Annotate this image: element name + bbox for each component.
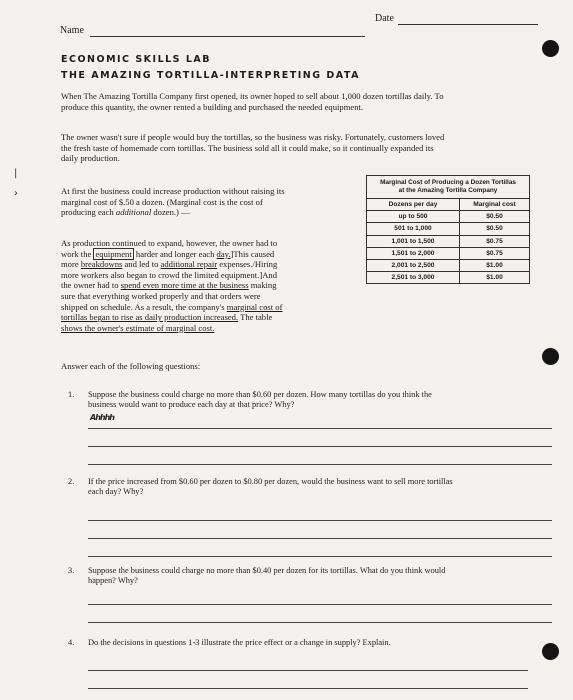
dozens-cell: 2,501 to 3,000 <box>367 272 460 284</box>
paragraph-line <box>61 259 346 270</box>
text-span: producing each <box>61 207 116 218</box>
cost-cell: $1.00 <box>460 272 530 284</box>
cost-cell: $1.00 <box>460 259 530 271</box>
dozens-cell: 1,001 to 1,500 <box>367 235 460 247</box>
text-span: shipped on schedule. As a result, the company's <box>61 301 227 312</box>
answer-line-q1[interactable] <box>88 464 552 465</box>
underlined-text: day. <box>216 248 231 259</box>
table-caption-line: at the Amazing Tortilla Company <box>398 187 498 194</box>
pencil-dash: — <box>181 207 190 218</box>
binder-hole-top <box>542 40 559 57</box>
paragraph-line: When The Amazing Tortilla Company first opened, its owner hoped to sell about 1,000 dozen tortillas daily. To <box>61 91 444 101</box>
question-number: 3. <box>68 566 75 575</box>
table-caption <box>367 176 530 199</box>
risk-paragraph <box>61 132 444 164</box>
text-span: the owner had to <box>61 280 121 291</box>
name-field-line[interactable] <box>90 36 365 37</box>
text-span: And <box>262 269 278 280</box>
dozens-cell: 1,501 to 2,000 <box>367 247 460 259</box>
paragraph-line: the fresh taste of homemade corn tortillas. The business sold all it could make, so it continually expanded its <box>61 142 434 153</box>
cost-cell: $0.50 <box>460 223 530 235</box>
paragraph-line <box>61 207 285 218</box>
cost-cell: $0.50 <box>460 211 530 223</box>
answer-line-q2[interactable] <box>88 556 552 557</box>
binder-hole-middle <box>542 348 559 365</box>
question-number: 2. <box>68 477 75 486</box>
paragraph-line <box>61 323 346 334</box>
text-span: Hiring <box>254 259 278 270</box>
paragraph-line <box>61 302 346 313</box>
answer-line-q4[interactable] <box>88 688 528 689</box>
production-paragraph <box>61 238 346 333</box>
date-label: Date <box>375 13 394 24</box>
paragraph-line <box>61 270 346 281</box>
text-span: The table <box>238 312 273 323</box>
paragraph-line: marginal cost of $.50 a dozen. (Marginal cost is the cost of <box>61 196 263 207</box>
handwritten-answer: Ahhhh <box>90 413 114 422</box>
column-header-marginal-cost: Marginal cost <box>460 199 530 211</box>
text-span: dozen.) <box>151 207 179 218</box>
text-span: work the <box>61 248 94 259</box>
lab-title: ECONOMIC SKILLS LAB <box>61 54 211 65</box>
question-number: 4. <box>68 638 75 647</box>
underlined-text: spend even more time at the business <box>120 280 249 291</box>
pencil-bracket: ] <box>230 248 234 259</box>
underlined-text: tortillas began to rise as daily production increased. <box>61 312 239 323</box>
question-3-text <box>88 566 548 586</box>
text-span: This caused <box>233 248 275 259</box>
answer-line-q3[interactable] <box>88 604 552 605</box>
text-span: equipment. <box>220 269 260 280</box>
answer-line-q2[interactable] <box>88 520 552 521</box>
paragraph-line: daily production. <box>61 153 120 164</box>
table-row <box>367 211 530 223</box>
question-line: If the price increased from $0.60 per dozen to $0.80 per dozen, would the business want to sell more tortillas <box>88 477 453 486</box>
table-row <box>367 259 530 271</box>
underlined-text: breakdowns <box>80 259 123 270</box>
answer-line-q1[interactable] <box>88 428 552 429</box>
table-row <box>367 235 530 247</box>
margin-mark: | <box>14 168 18 179</box>
paragraph-line: As production continued to expand, however, the owner had to <box>61 238 278 248</box>
emphasis-text: additional <box>115 207 152 218</box>
table-caption-line: Marginal Cost of Producing a Dozen Tortillas <box>380 179 516 186</box>
lab-subtitle: THE AMAZING TORTILLA-INTERPRETING DATA <box>61 70 360 81</box>
paragraph-line <box>61 312 346 323</box>
underlined-text: additional repair <box>160 259 218 270</box>
underlined-text: shows the owner's estimate of marginal cost. <box>61 322 215 333</box>
paragraph-line: The owner wasn't sure if people would buy the tortillas, so the business was risky. Fortunately, customers loved <box>61 132 445 142</box>
answer-line-q3[interactable] <box>88 622 552 623</box>
paragraph-line <box>61 280 346 291</box>
answer-line-q1[interactable] <box>88 446 552 447</box>
boxed-text: equipment <box>95 248 132 259</box>
question-line: business would want to produce each day at that price? Why? <box>88 400 295 409</box>
instructions: Answer each of the following questions: <box>61 361 201 371</box>
answer-line-q4[interactable] <box>88 670 528 671</box>
table-row <box>367 272 530 284</box>
question-1-text <box>88 390 538 410</box>
binder-hole-bottom <box>542 643 559 660</box>
paragraph-line <box>61 249 346 260</box>
text-span: more <box>61 259 81 270</box>
question-line: each day? Why? <box>88 487 144 496</box>
cost-cell: $0.75 <box>460 235 530 247</box>
question-line: Suppose the business could charge no more than $0.40 per dozen for its tortillas. What do you think would <box>88 566 446 575</box>
name-label: Name <box>60 25 84 36</box>
date-field-line[interactable] <box>398 24 538 25</box>
marginal-cost-table <box>366 175 530 284</box>
question-line: Suppose the business could charge no more than $0.60 per dozen. How many tortillas do you think the <box>88 390 432 399</box>
table-row <box>367 247 530 259</box>
paragraph-line: produce this quantity, the owner rented a building and purchased the needed equipment. <box>61 101 364 112</box>
margin-mark-arrow: › <box>14 188 18 199</box>
pencil-bracket: ] <box>259 269 263 280</box>
dozens-cell: up to 500 <box>367 211 460 223</box>
underlined-text: marginal cost of <box>226 301 283 312</box>
intro-paragraph <box>61 91 444 112</box>
pencil-slash: / <box>252 259 255 270</box>
text-span: more workers also began to crowd the limited <box>61 269 221 280</box>
text-span: expenses. <box>217 259 253 270</box>
cost-cell: $0.75 <box>460 247 530 259</box>
paragraph-line: At first the business could increase production without raising its <box>61 186 285 196</box>
question-line: happen? Why? <box>88 576 138 585</box>
table-caption-row <box>367 176 530 199</box>
table-row <box>367 223 530 235</box>
answer-line-q2[interactable] <box>88 538 552 539</box>
marginal-cost-paragraph <box>61 186 285 218</box>
question-2-text <box>88 477 548 497</box>
dozens-cell: 501 to 1,000 <box>367 223 460 235</box>
text-span: and led to <box>122 259 161 270</box>
question-number: 1. <box>68 390 75 399</box>
text-span: harder and longer each <box>133 248 217 259</box>
table-header-row <box>367 199 530 211</box>
text-span: making <box>248 280 277 291</box>
column-header-dozens: Dozens per day <box>367 199 460 211</box>
paragraph-line: sure that everything worked properly and that orders were <box>61 290 261 301</box>
question-4-text: Do the decisions in questions 1-3 illustrate the price effect or a change in supply? Explain. <box>88 638 391 647</box>
dozens-cell: 2,001 to 2,500 <box>367 259 460 271</box>
